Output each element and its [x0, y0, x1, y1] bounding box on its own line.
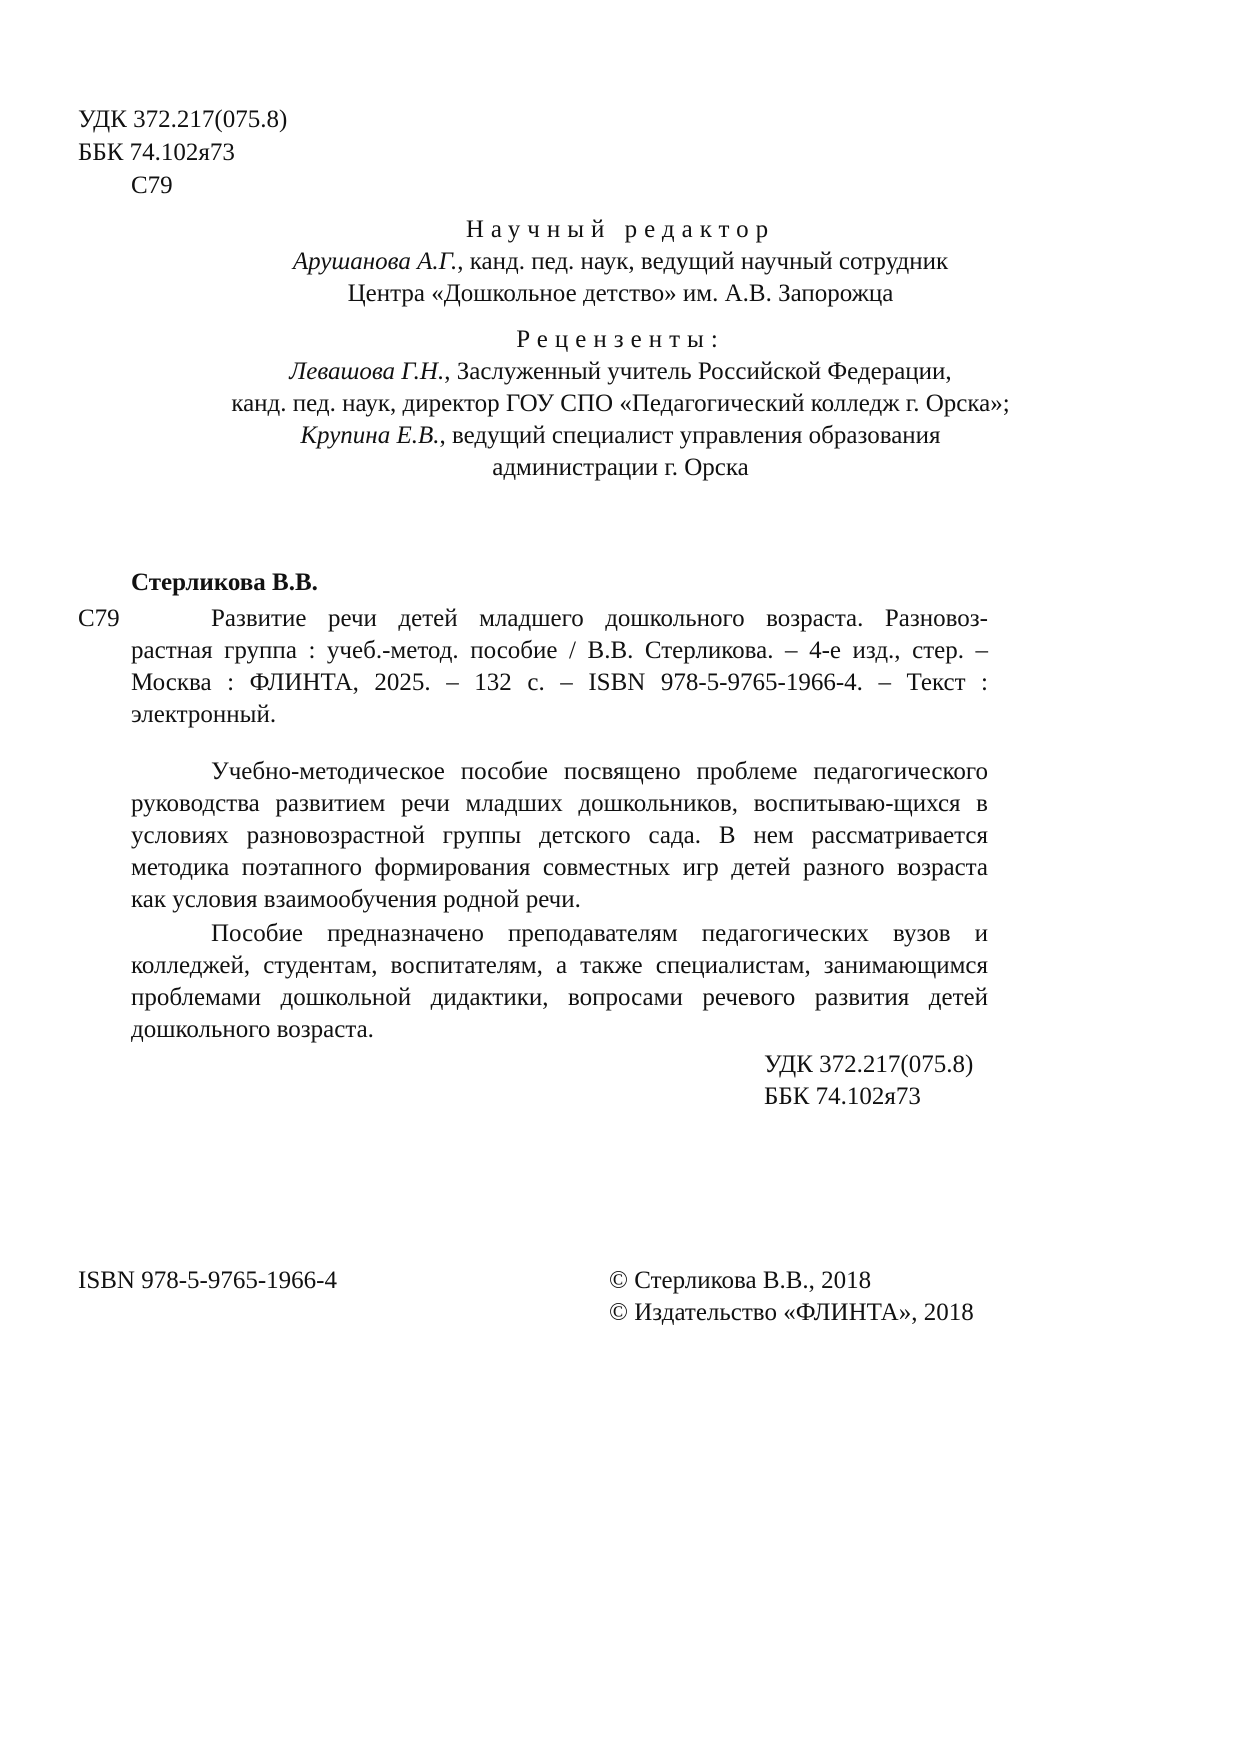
- reviewer2-line2: администрации г. Орска: [492, 454, 749, 481]
- bbk-top: ББК 74.102я73: [78, 139, 235, 166]
- scientific-editor-line1: [0, 246, 1241, 278]
- scientific-editor-block: [0, 214, 1241, 310]
- bibliographic-mark: С79: [78, 605, 120, 632]
- udk-bottom: УДК 372.217(075.8): [764, 1051, 974, 1078]
- reviewer1-credentials: , Заслуженный учитель Российской Федерации,: [444, 358, 952, 385]
- scientific-editor-name: Арушанова А.Г.: [292, 248, 458, 275]
- reviewer1-line2: канд. пед. наук, директор ГОУ СПО «Педагогический колледж г. Орска»;: [231, 390, 1010, 417]
- reviewer1-line1: [0, 356, 1241, 388]
- reviewer1-name: Левашова Г.Н.: [289, 358, 445, 385]
- annotation-p1-line-5: как условия взаимообучения родной речи.: [131, 886, 581, 913]
- reviewer2-credentials: , ведущий специалист управления образования: [439, 422, 941, 449]
- reviewer2-line1: [0, 420, 1241, 452]
- annotation-p1-line-1: Учебно-методическое пособие посвящено проблеме педагогического: [211, 758, 988, 785]
- reviewer2-name: Крупина Е.В.: [300, 422, 440, 449]
- annotation-p2-line-2: колледжей, студентам, воспитателям, а также специалистам, занимающимся: [131, 952, 988, 979]
- author-mark-top: С79: [131, 172, 173, 199]
- annotation-p1-line-2: руководства развитием речи младших дошкольников, воспитываю-щихся в: [131, 790, 988, 817]
- book-author: Стерликова В.В.: [131, 569, 318, 596]
- bibliographic-line-1: Развитие речи детей младшего дошкольного возраста. Разновоз-: [211, 605, 988, 632]
- annotation-p2-line-4: дошкольного возраста.: [131, 1016, 374, 1043]
- copyright-publisher: © Издательство «ФЛИНТА», 2018: [609, 1299, 974, 1326]
- udk-top: УДК 372.217(075.8): [78, 106, 288, 133]
- annotation-p2-line-3: проблемами дошкольной дидактики, вопросами речевого развития детей: [131, 984, 988, 1011]
- reviewers-block: [0, 324, 1241, 484]
- annotation-p2-line-1: Пособие предназначено преподавателям педагогических вузов и: [211, 920, 988, 947]
- bibliographic-line-4: электронный.: [131, 701, 277, 728]
- scientific-editor-heading: Научный редактор: [465, 216, 776, 243]
- bbk-bottom: ББК 74.102я73: [764, 1083, 921, 1110]
- bibliographic-line-2: растная группа : учеб.-метод. пособие / В.В. Стерликова. – 4-е изд., стер. –: [131, 637, 988, 664]
- scientific-editor-credentials: , канд. пед. наук, ведущий научный сотрудник: [457, 248, 949, 275]
- isbn: ISBN 978-5-9765-1966-4: [78, 1267, 338, 1294]
- bibliographic-line-3: Москва : ФЛИНТА, 2025. – 132 с. – ISBN 978-5-9765-1966-4. – Текст :: [131, 669, 988, 696]
- scientific-editor-line2: Центра «Дошкольное детство» им. А.В. Запорожца: [347, 280, 894, 307]
- reviewers-heading: Рецензенты:: [516, 326, 725, 353]
- copyright-author: © Стерликова В.В., 2018: [609, 1267, 872, 1294]
- annotation-p1-line-3: условиях разновозрастной группы детского сада. В нем рассматривается: [131, 822, 988, 849]
- annotation-p1-line-4: методика поэтапного формирования совместных игр детей разного возраста: [131, 854, 988, 881]
